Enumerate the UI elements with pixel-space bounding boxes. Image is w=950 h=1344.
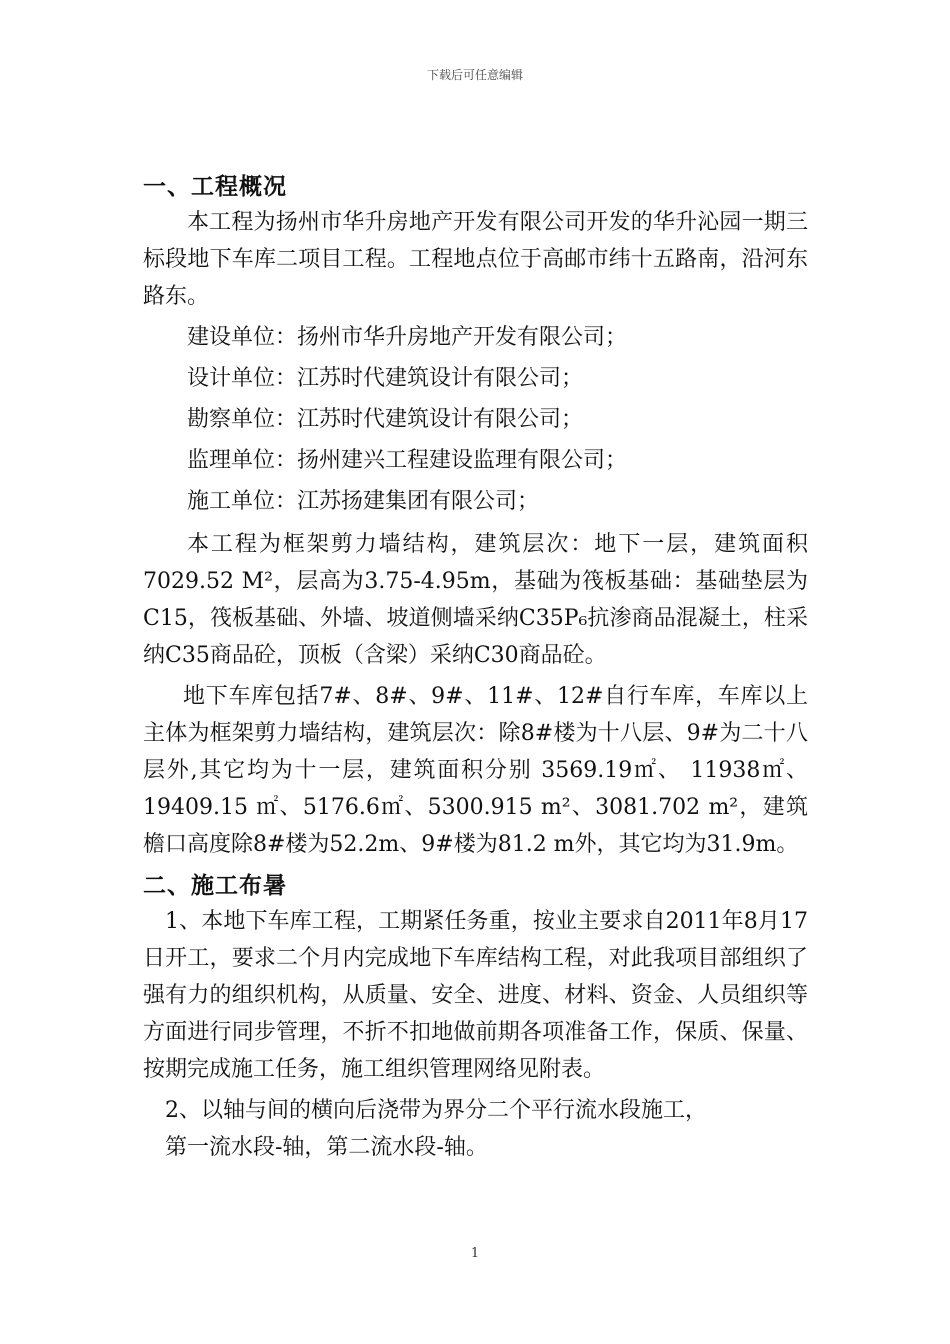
paragraph-structure-description: 本工程为框架剪力墙结构，建筑层次：地下一层，建筑面积 7029.52 M²，层高为3.75-4.95m，基础为筏板基础：基础垫层为C15，筏板基础、外墙、坡道侧墙采纳C35P₆抗渗商品混凝土，柱采纳C35商品砼，顶板（含梁）采纳C30商品砼。 — [143, 532, 808, 668]
paragraph-design-unit: 设计单位：江苏时代建筑设计有限公司； — [187, 366, 584, 391]
paragraph-survey-unit: 勘察单位：江苏时代建筑设计有限公司； — [187, 407, 584, 432]
page-number: 1 — [470, 1246, 480, 1261]
paragraph-supervision-unit: 监理单位：扬州建兴工程建设监理有限公司； — [187, 448, 628, 473]
paragraph-project-intro: 本工程为扬州市华升房地产开发有限公司开发的华升沁园一期三标段地下车库二项目工程。工程地点位于高邮市纬十五路南，沿河东路东。 — [143, 210, 808, 309]
page-header-watermark: 下载后可任意编辑 — [426, 68, 523, 82]
section-heading-deployment: 二、施工布暑 — [143, 872, 287, 899]
paragraph-construction-unit: 施工单位：江苏扬建集团有限公司； — [187, 489, 540, 514]
paragraph-flow-axes: 第一流水段-轴，第二流水段-轴。 — [165, 1135, 488, 1160]
section-heading-overview: 一、工程概况 — [143, 173, 287, 200]
paragraph-schedule: 1、本地下车库工程，工期紧任务重，按业主要求自2011年8月17日开工，要求二个月内完成地下车库结构工程，对此我项目部组织了强有力的组织机构，从质量、安全、进度、材料、资金、人员组织等方面进行同步管理，不折不扣地做前期各项准备工作，保质、保量、按期完成施工任务，施工组织管理网络见附表。 — [143, 909, 808, 1082]
paragraph-garage-description: 地下车库包括7#、8#、9#、11#、12#自行车库，车库以上主体为框架剪力墙结构，建筑层次：除8#楼为十八层、9#为二十八层外,其它均为十一层，建筑面积分别 3569.19㎡、 11938㎡、19409.15 ㎡、5176.6㎡、5300.915 m²、3081.702 m²，建筑檐口高度除8#楼为52.2m、9#楼为81.2 m外，其它均为31.9m。 — [143, 684, 808, 857]
paragraph-owner-unit: 建设单位：扬州市华升房地产开发有限公司； — [187, 325, 628, 350]
paragraph-flow-sections: 2、以轴与间的横向后浇带为界分二个平行流水段施工， — [165, 1098, 707, 1123]
document-body — [143, 170, 808, 1166]
